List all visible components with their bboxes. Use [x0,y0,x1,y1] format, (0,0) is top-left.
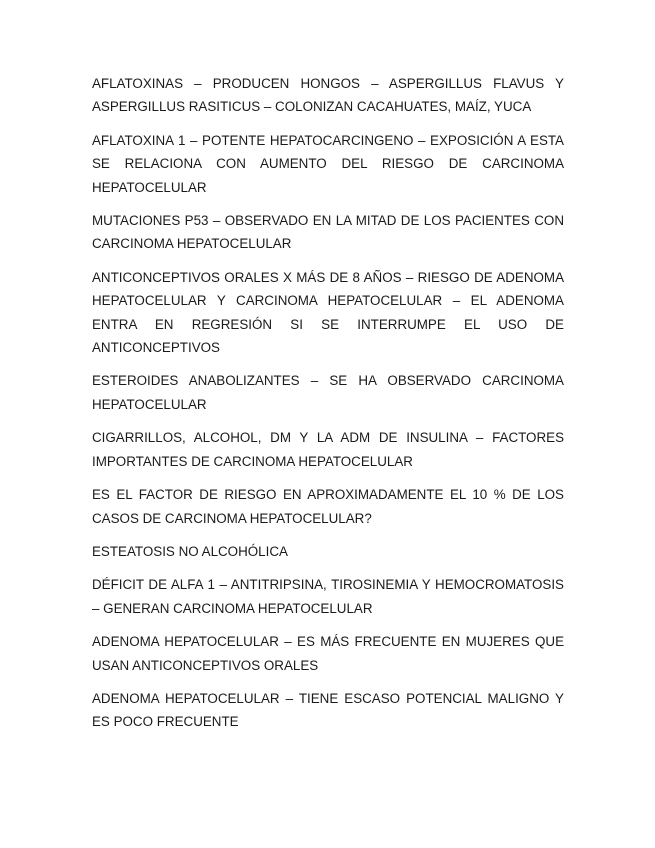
paragraph-aflatoxinas: AFLATOXINAS – PRODUCEN HONGOS – ASPERGILLUS FLAVUS Y ASPERGILLUS RASITICUS – COLONIZAN CACAHUATES, MAÍZ, YUCA [92,76,564,115]
document-page [92,72,564,744]
paragraph-aflatoxina-1: AFLATOXINA 1 – POTENTE HEPATOCARCINGENO – EXPOSICIÓN A ESTA SE RELACIONA CON AUMENTO DEL RIESGO DE CARCINOMA HEPATOCELULAR [92,132,564,195]
paragraph-anticonceptivos: ANTICONCEPTIVOS ORALES X MÁS DE 8 AÑOS – RIESGO DE ADENOMA HEPATOCELULAR Y CARCINOMA HEPATOCELULAR – EL ADENOMA ENTRA EN REGRESIÓN SI SE INTERRUMPE EL USO DE ANTICONCEPTIVOS [92,269,564,356]
paragraph-mutaciones-p53: MUTACIONES P53 – OBSERVADO EN LA MITAD DE LOS PACIENTES CON CARCINOMA HEPATOCELULAR [92,213,564,252]
paragraph-cigarrillos: CIGARRILLOS, ALCOHOL, DM Y LA ADM DE INSULINA – FACTORES IMPORTANTES DE CARCINOMA HEPATOCELULAR [92,430,564,469]
paragraph-adenoma-frecuente: ADENOMA HEPATOCELULAR – ES MÁS FRECUENTE EN MUJERES QUE USAN ANTICONCEPTIVOS ORALES [92,634,564,673]
paragraph-adenoma-maligno: ADENOMA HEPATOCELULAR – TIENE ESCASO POTENCIAL MALIGNO Y ES POCO FRECUENTE [92,690,564,730]
paragraph-factor-riesgo-question: ES EL FACTOR DE RIESGO EN APROXIMADAMENTE EL 10 % DE LOS CASOS DE CARCINOMA HEPATOCELULAR? [92,487,564,526]
paragraph-esteroides: ESTEROIDES ANABOLIZANTES – SE HA OBSERVADO CARCINOMA HEPATOCELULAR [92,373,564,412]
paragraph-esteatosis: ESTEATOSIS NO ALCOHÓLICA [92,543,288,559]
paragraph-deficit-alfa1: DÉFICIT DE ALFA 1 – ANTITRIPSINA, TIROSINEMIA Y HEMOCROMATOSIS – GENERAN CARCINOMA HEPATOCELULAR [92,577,564,616]
